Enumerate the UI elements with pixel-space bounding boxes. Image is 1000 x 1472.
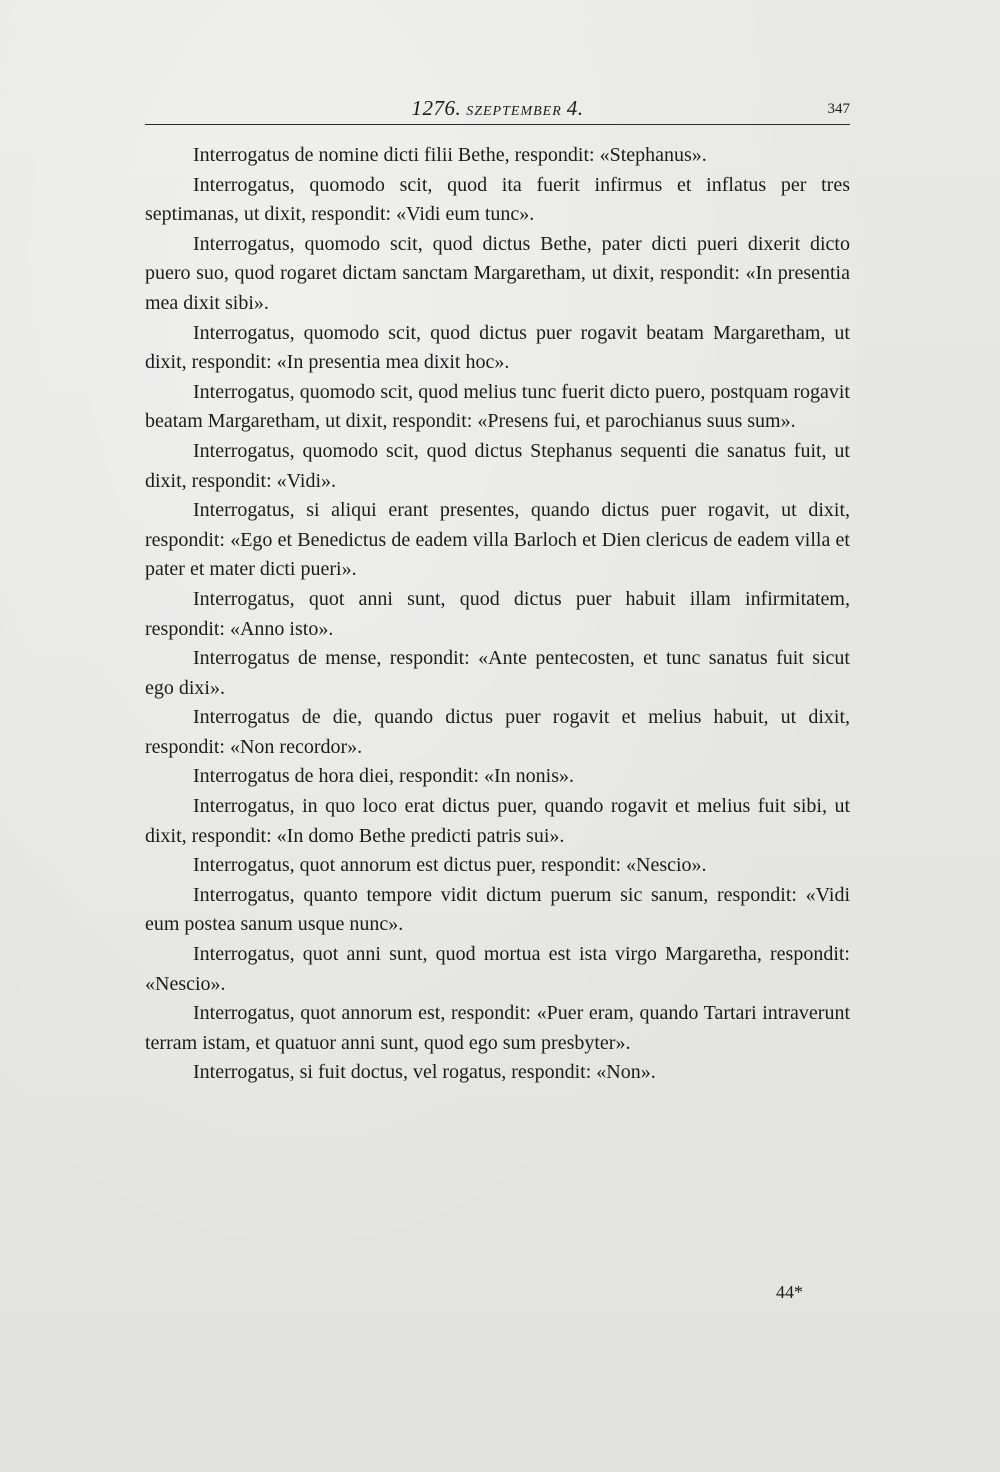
paragraph: Interrogatus de mense, respondit: «Ante pentecosten, et tunc sanatus fuit sicut ego dixi». <box>145 647 850 699</box>
paragraph: Interrogatus, quot annorum est, respondit: «Puer eram, quando Tartari intraverunt terram istam, et quatuor anni sunt, quod ego sum presbyter». <box>145 1002 850 1054</box>
paragraph: Interrogatus, quomodo scit, quod dictus Stephanus sequenti die sanatus fuit, ut dixit, respondit: «Vidi». <box>145 439 850 492</box>
paragraph: Interrogatus, si aliqui erant presentes, quando dictus puer rogavit, ut dixit, respondit: «Ego et Benedictus de eadem villa Barloch et Dien clericus de eadem villa et pater et mater dicti pueri». <box>145 499 850 581</box>
body-text <box>145 141 850 1088</box>
paragraph: Interrogatus, in quo loco erat dictus puer, quando rogavit et melius fuit sibi, ut dixit, respondit: «In domo Bethe predicti patris sui». <box>145 795 850 847</box>
paragraph: Interrogatus, quomodo scit, quod melius tunc fuerit dicto puero, postquam rogavit beatam Margaretham, ut dixit, respondit: «Presens fui, et parochianus suus sum». <box>145 380 850 433</box>
paragraph: Interrogatus, quanto tempore vidit dictum puerum sic sanum, respondit: «Vidi eum postea sanum usque nunc». <box>145 883 850 936</box>
paragraph: Interrogatus, quot anni sunt, quod mortua est ista virgo Margaretha, respondit: «Nescio». <box>145 943 850 995</box>
page-number: 347 <box>827 101 850 117</box>
paragraph: Interrogatus de nomine dicti filii Bethe, respondit: «Stephanus». <box>193 144 707 166</box>
header-year: 1276. <box>411 96 462 120</box>
paragraph: Interrogatus, quomodo scit, quod dictus Bethe, pater dicti pueri dixerit dicto puero suo, quod rogaret dictam sanctam Margaretham, ut dixit, respondit: «In presentia mea dixit sibi». <box>145 232 850 314</box>
paragraph: Interrogatus de die, quando dictus puer rogavit et melius habuit, ut dixit, respondit: «Non recordor». <box>145 706 850 758</box>
paragraph: Interrogatus, si fuit doctus, vel rogatus, respondit: «Non». <box>193 1061 656 1084</box>
page-header <box>145 96 850 125</box>
paragraph: Interrogatus, quot anni sunt, quod dictus puer habuit illam infirmitatem, respondit: «Anno isto». <box>145 587 850 640</box>
header-day: 4. <box>566 96 584 120</box>
paragraph: Interrogatus, quot annorum est dictus puer, respondit: «Nescio». <box>193 854 707 877</box>
paragraph: Interrogatus de hora diei, respondit: «In nonis». <box>193 765 575 788</box>
paragraph: Interrogatus, quomodo scit, quod ita fuerit infirmus et inflatus per tres septimanas, ut dixit, respondit: «Vidi eum tunc». <box>145 173 850 226</box>
signature-mark: 44* <box>776 1282 803 1302</box>
header-month: SZEPTEMBER <box>466 104 562 119</box>
paragraph: Interrogatus, quomodo scit, quod dictus puer rogavit beatam Margaretham, ut dixit, respondit: «In presentia mea dixit hoc». <box>145 321 850 374</box>
running-head <box>145 96 850 121</box>
